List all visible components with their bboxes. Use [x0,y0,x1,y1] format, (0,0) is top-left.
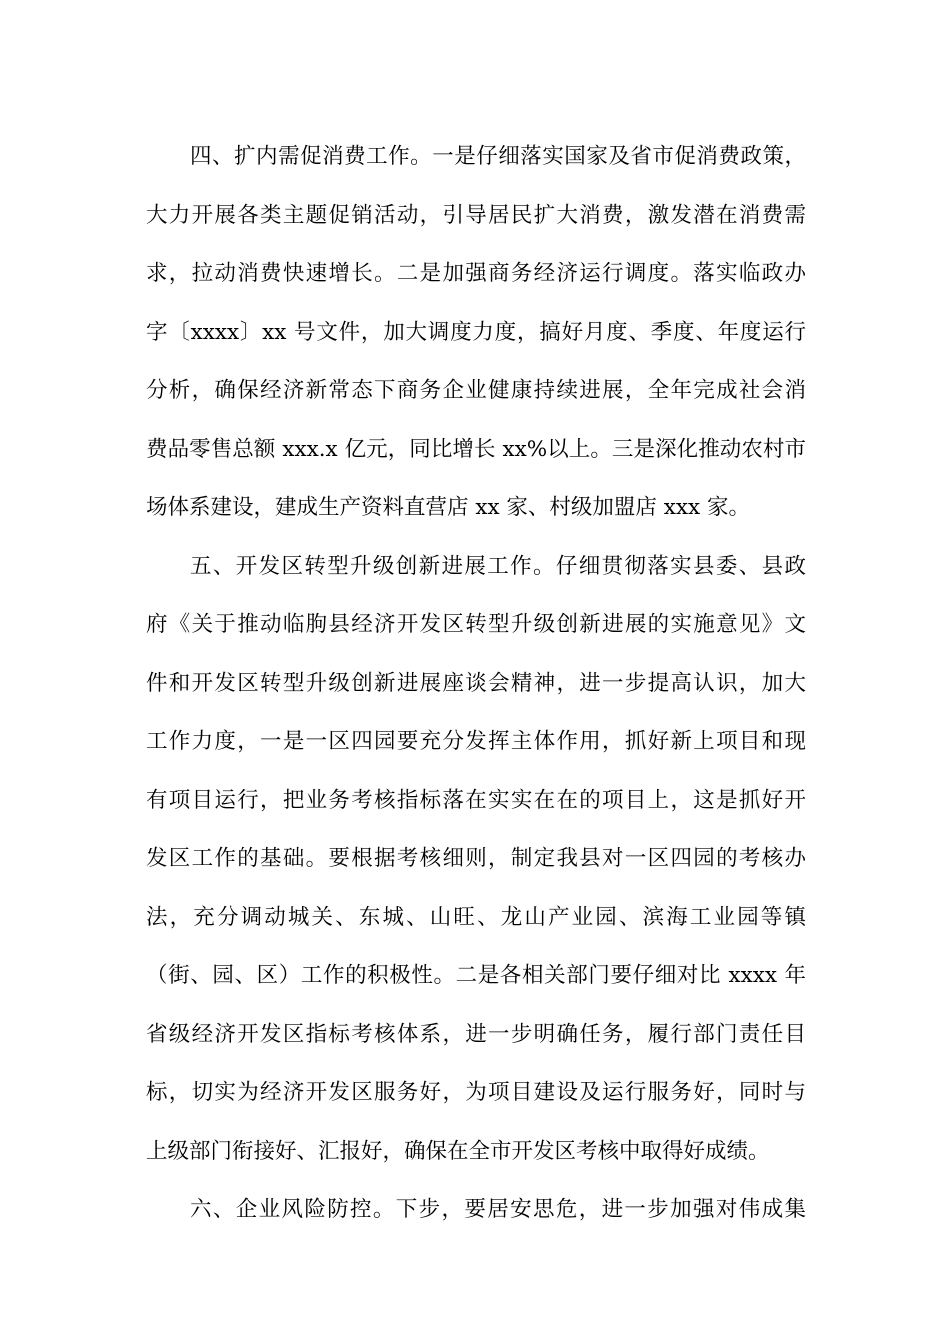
paragraph-5-line-3: 件和开发区转型升级创新进展座谈会精神，进一步提高认识，加大 [146,670,806,696]
paragraph-4-line-6: 费品零售总额 xxx.x 亿元，同比增长 xx%以上。三是深化推动农村市 [146,436,806,462]
document-body [146,128,806,1240]
paragraph-6-line-1: 六、企业风险防控。下步，要居安思危，进一步加强对伟成集 [190,1197,806,1222]
paragraph-4-line-1: 四、扩内需促消费工作。一是仔细落实国家及省市促消费政策， [190,144,806,169]
paragraph-5-line-2: 府《关于推动临朐县经济开发区转型升级创新进展的实施意见》文 [146,612,806,637]
paragraph-5-line-8: （街、园、区）工作的积极性。二是各相关部门要仔细对比 xxxx 年 [146,963,806,988]
paragraph-5-line-7: 法，充分调动城关、东城、山旺、龙山产业园、滨海工业园等镇 [146,904,806,930]
paragraph-4-line-4: 字〔xxxx〕xx 号文件，加大调度力度，搞好月度、季度、年度运行 [146,319,806,345]
paragraph-4-line-2: 大力开展各类主题促销活动，引导居民扩大消费，激发潜在消费需 [146,202,806,228]
paragraph-5-line-5: 有项目运行，把业务考核指标落在实实在在的项目上，这是抓好开 [146,787,806,813]
paragraph-4-line-5: 分析，确保经济新常态下商务企业健康持续进展，全年完成社会消 [146,378,806,403]
paragraph-4-line-7: 场体系建设，建成生产资料直营店 xx 家、村级加盟店 xxx 家。 [146,495,750,520]
paragraph-5-line-1: 五、开发区转型升级创新进展工作。仔细贯彻落实县委、县政 [190,553,806,579]
paragraph-4-line-3: 求，拉动消费快速增长。二是加强商务经济运行调度。落实临政办 [146,261,806,286]
paragraph-5-line-6: 发区工作的基础。要根据考核细则，制定我县对一区四园的考核办 [146,846,806,871]
paragraph-5-line-9: 省级经济开发区指标考核体系，进一步明确任务，履行部门责任目 [146,1021,806,1047]
paragraph-5-line-11: 上级部门衔接好、汇报好，确保在全市开发区考核中取得好成绩。 [146,1138,770,1164]
paragraph-5-line-10: 标，切实为经济开发区服务好，为项目建设及运行服务好，同时与 [146,1080,806,1105]
paragraph-5-line-4: 工作力度，一是一区四园要充分发挥主体作用，抓好新上项目和现 [146,729,806,754]
